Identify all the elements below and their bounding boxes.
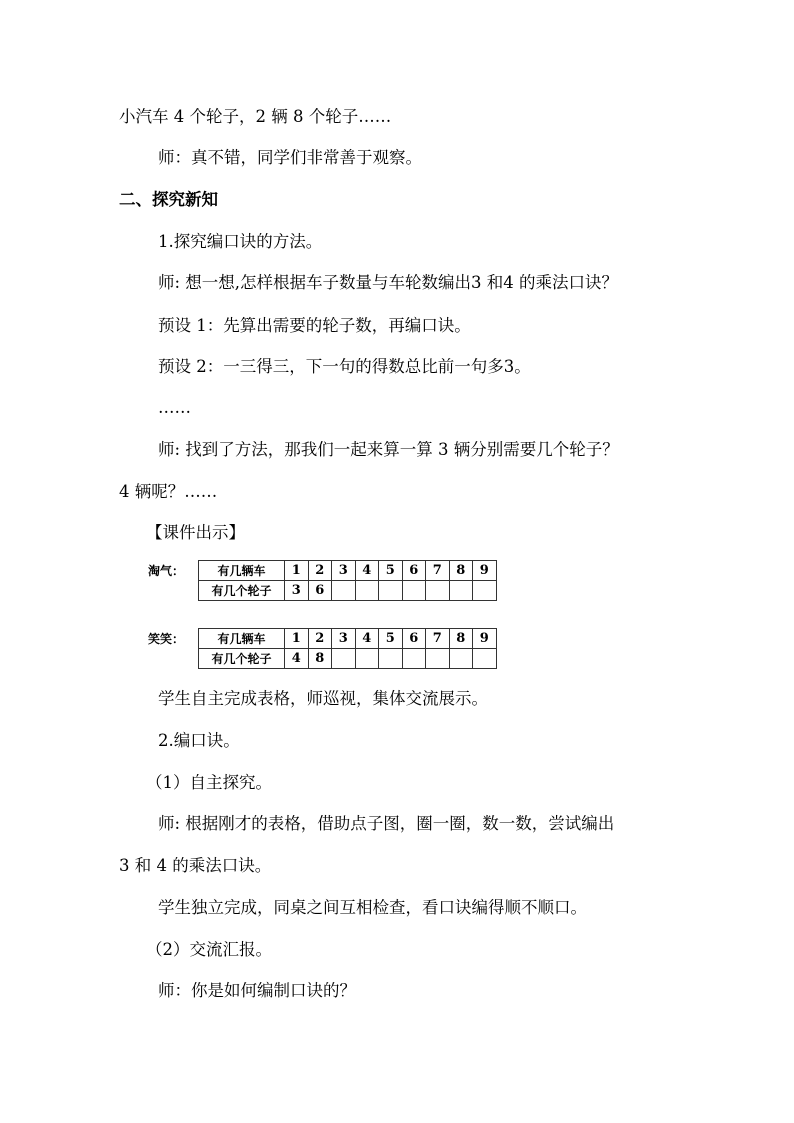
table-cell <box>473 581 497 601</box>
table-cell: 3 <box>285 581 309 601</box>
subsection-heading: 2.编口诀。 <box>158 731 240 750</box>
table-label-xiaoxiao: 笑笑： <box>148 632 185 646</box>
table-label-taoqi: 淘气： <box>148 564 185 578</box>
wheel-table-taoqi <box>198 560 497 601</box>
table-row <box>199 561 497 581</box>
text-line: 预设 1：先算出需要的轮子数，再编口诀。 <box>158 316 471 335</box>
table-cell: 2 <box>308 629 332 649</box>
row-header: 有几辆车 <box>199 629 285 649</box>
sub-step-heading: （2）交流汇报。 <box>146 940 272 959</box>
table-cell: 8 <box>449 561 473 581</box>
table-row <box>199 581 497 601</box>
table-cell: 2 <box>308 561 332 581</box>
table-cell: 5 <box>379 629 403 649</box>
text-line: 师: 根据刚才的表格，借助点子图，圈一圈，数一数，尝试编出 <box>158 814 615 833</box>
table-cell <box>426 649 450 669</box>
row-header: 有几辆车 <box>199 561 285 581</box>
table-cell: 1 <box>285 629 309 649</box>
table-cell: 8 <box>449 629 473 649</box>
table-row <box>199 629 497 649</box>
table-cell: 9 <box>473 629 497 649</box>
table-cell: 6 <box>308 581 332 601</box>
text-line: 3 和 4 的乘法口诀。 <box>119 856 272 875</box>
table-cell: 9 <box>473 561 497 581</box>
text-line: 师：你是如何编制口诀的？ <box>158 981 356 1000</box>
text-line: 小汽车 4 个轮子，2 辆 8 个轮子…… <box>119 107 392 126</box>
subsection-heading: 1.探究编口诀的方法。 <box>158 232 323 251</box>
section-heading: 二、探究新知 <box>119 190 218 209</box>
text-line: 师: 找到了方法，那我们一起来算一算 3 辆分别需要几个轮子？ <box>158 440 619 459</box>
table-cell <box>355 581 379 601</box>
text-line: 学生独立完成，同桌之间互相检查，看口诀编得顺不顺口。 <box>158 898 587 917</box>
table-cell: 8 <box>308 649 332 669</box>
table-cell <box>402 581 426 601</box>
table-cell <box>426 581 450 601</box>
text-line: 预设 2：一三得三，下一句的得数总比前一句多3。 <box>158 357 531 376</box>
table-cell: 6 <box>402 629 426 649</box>
table-row <box>199 649 497 669</box>
table-cell <box>332 649 356 669</box>
table-cell <box>379 581 403 601</box>
table-cell: 3 <box>332 561 356 581</box>
table-cell: 3 <box>332 629 356 649</box>
text-line: 学生自主完成表格，师巡视，集体交流展示。 <box>158 689 488 708</box>
table-cell: 4 <box>355 629 379 649</box>
table-cell <box>473 649 497 669</box>
table-cell <box>449 649 473 669</box>
table-cell: 6 <box>402 561 426 581</box>
table-cell <box>379 649 403 669</box>
sub-step-heading: （1）自主探究。 <box>146 773 272 792</box>
table-cell: 7 <box>426 629 450 649</box>
ellipsis-line: …… <box>158 398 191 417</box>
courseware-label: 【课件出示】 <box>146 523 245 542</box>
table-cell <box>449 581 473 601</box>
table-cell <box>355 649 379 669</box>
text-line: 师: 想一想,怎样根据车子数量与车轮数编出3 和4 的乘法口诀？ <box>158 273 619 292</box>
table-cell <box>402 649 426 669</box>
table-cell: 5 <box>379 561 403 581</box>
wheel-table-xiaoxiao <box>198 628 497 669</box>
text-line: 4 辆呢？…… <box>119 482 218 501</box>
text-line: 师：真不错，同学们非常善于观察。 <box>158 148 422 167</box>
table-cell: 4 <box>355 561 379 581</box>
table-cell: 1 <box>285 561 309 581</box>
table-cell: 4 <box>285 649 309 669</box>
table-cell: 7 <box>426 561 450 581</box>
row-header: 有几个轮子 <box>199 581 285 601</box>
row-header: 有几个轮子 <box>199 649 285 669</box>
table-cell <box>332 581 356 601</box>
